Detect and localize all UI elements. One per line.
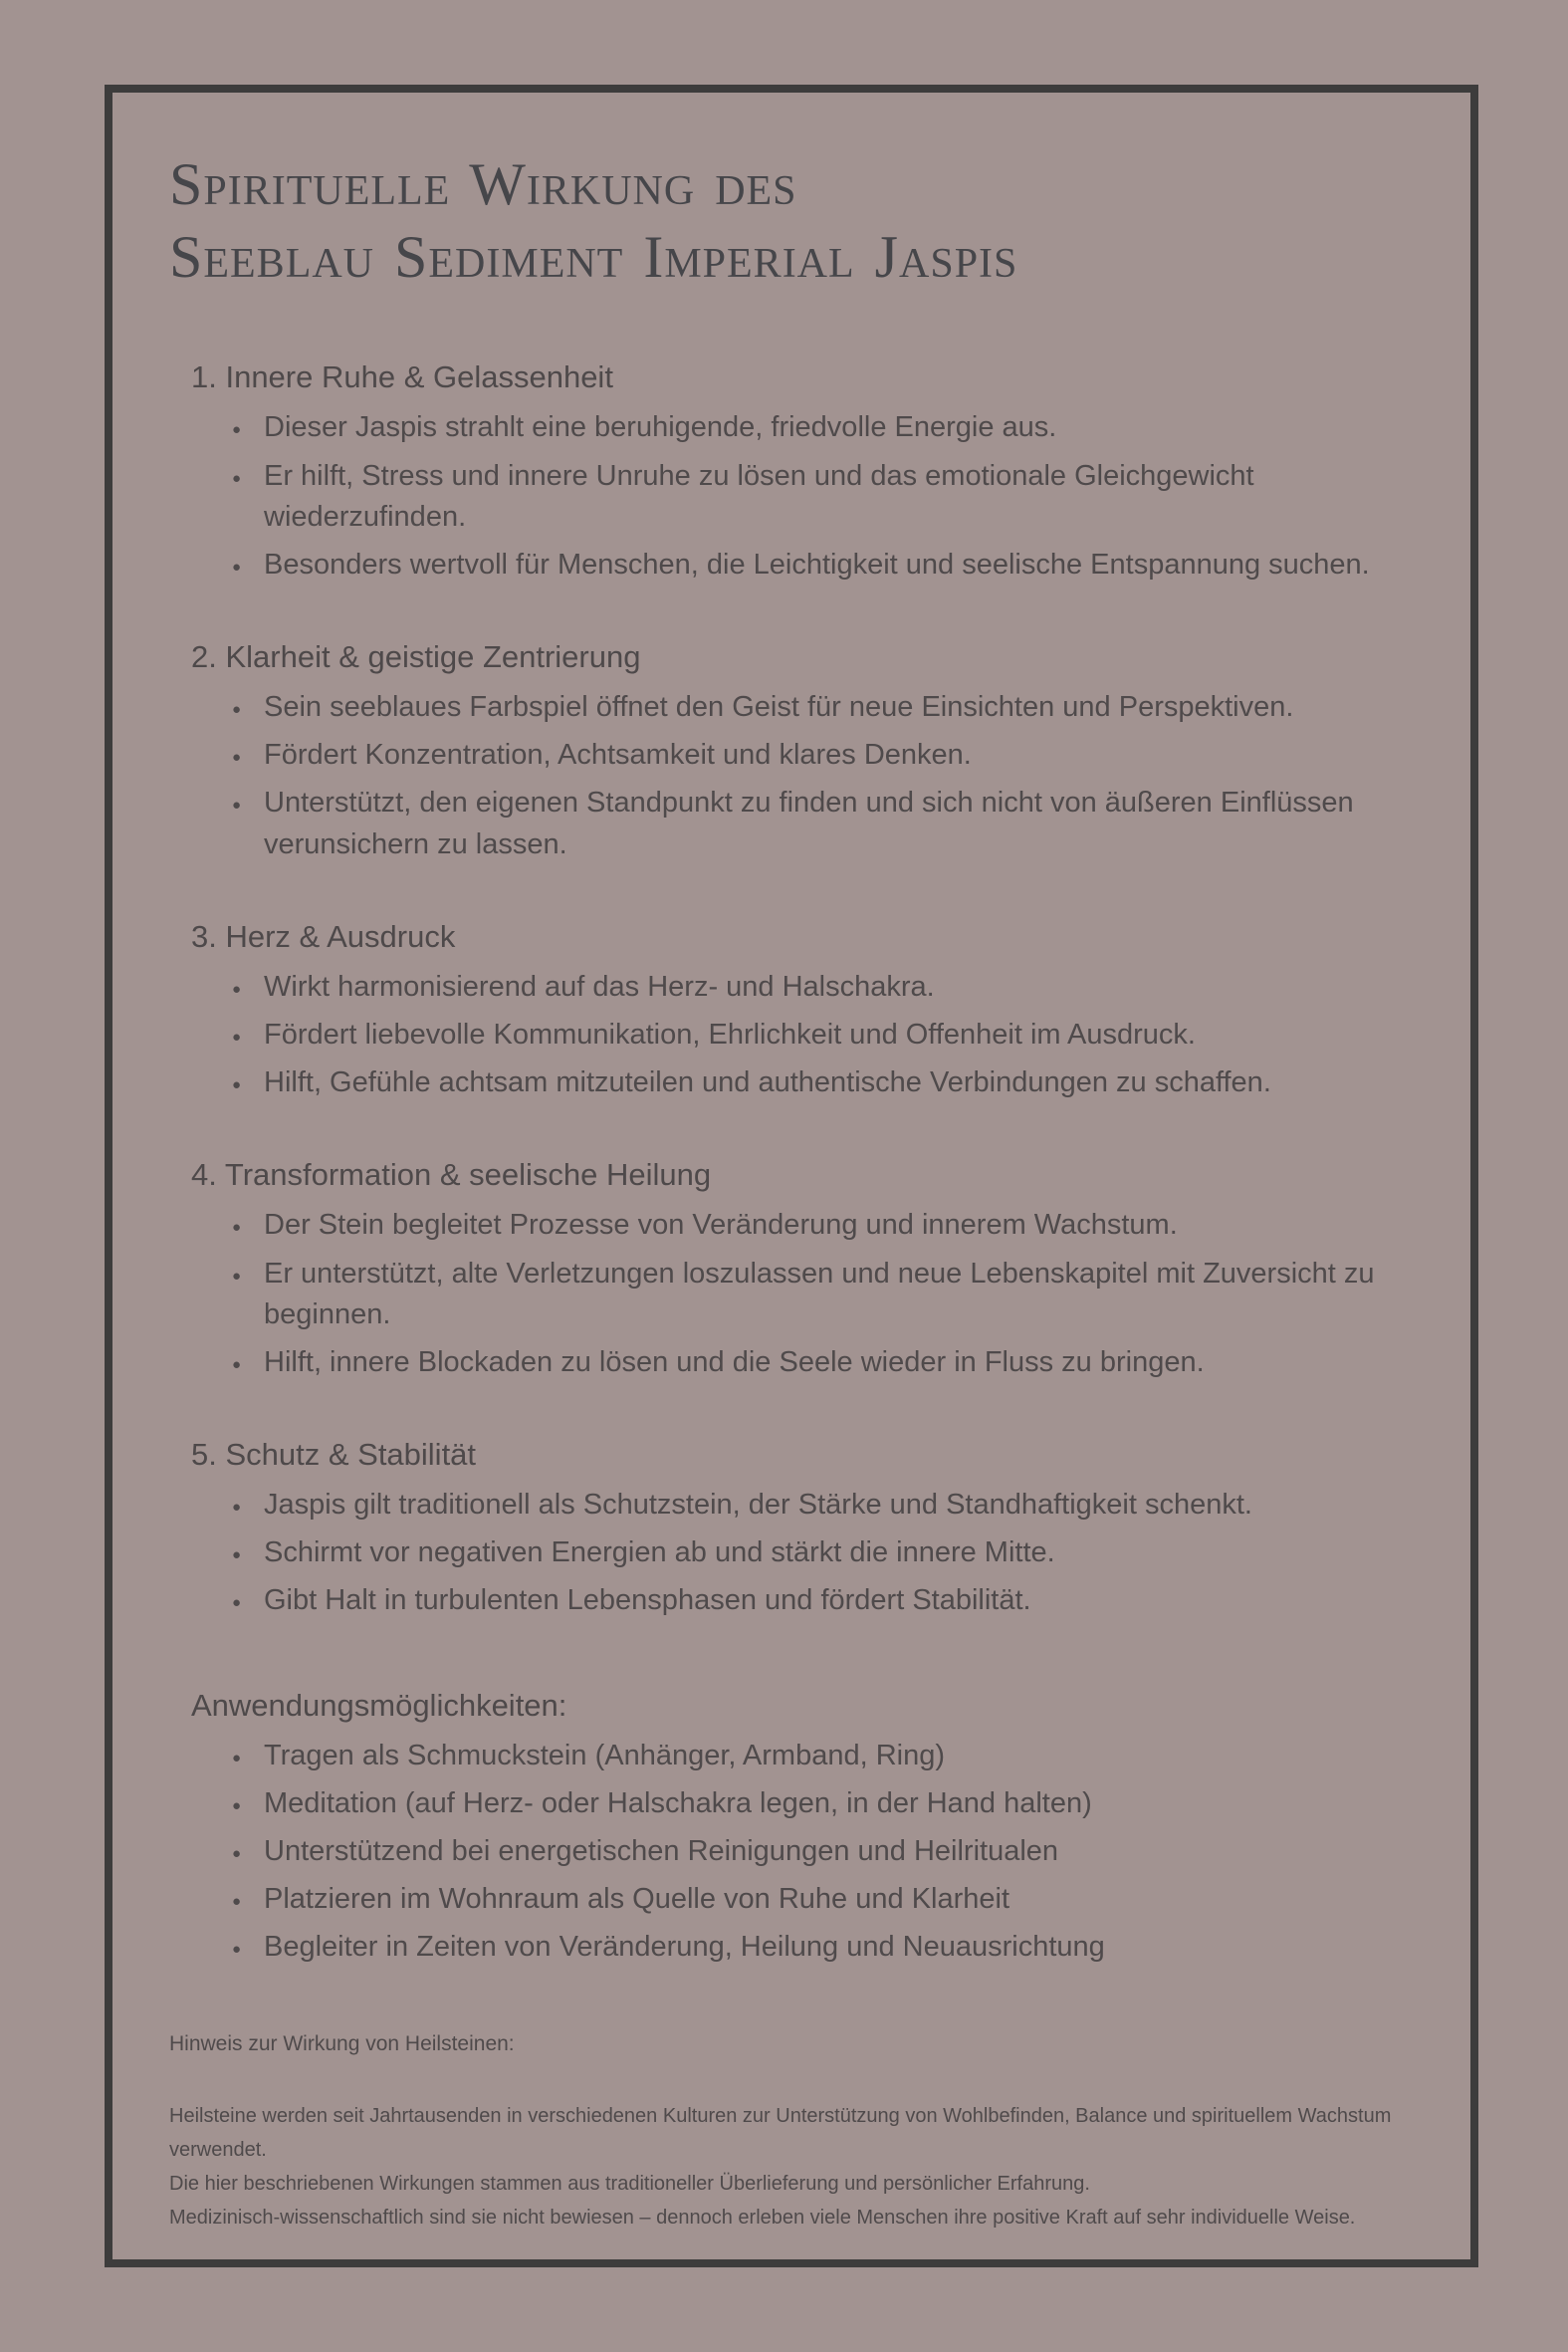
disclaimer-line: Die hier beschriebenen Wirkungen stammen aus traditioneller Überlieferung und persönlicher Erfahrung. [169,2172,1090,2195]
section-herz-ausdruck [169,915,1445,1104]
bullet-item: ● Schirmt vor negativen Energien ab und stärkt die innere Mitte. [231,1532,1445,1573]
section-bullet-list [169,1485,1445,1622]
bullet-item: ● Fördert liebevolle Kommunikation, Ehrlichkeit und Offenheit im Ausdruck. [231,1015,1445,1056]
section-transformation [169,1153,1445,1383]
page-title [169,148,1445,294]
disclaimer-line: Medizinisch-wissenschaftlich sind sie nicht bewiesen – dennoch erleben viele Menschen ihre positive Kraft auf sehr individuelle Weise. [169,2206,1356,2229]
bullet-item: ● Hilft, innere Blockaden zu lösen und die Seele wieder in Fluss zu bringen. [231,1342,1445,1383]
bullet-item: ● Hilft, Gefühle achtsam mitzuteilen und authentische Verbindungen zu schaffen. [231,1062,1445,1103]
bullet-item: ● Sein seeblaues Farbspiel öffnet den Geist für neue Einsichten und Perspektiven. [231,687,1445,728]
bullet-item: ● Besonders wertvoll für Menschen, die Leichtigkeit und seelische Entspannung suchen. [231,545,1445,586]
bullet-item: ● Begleiter in Zeiten von Veränderung, Heilung und Neuausrichtung [231,1927,1445,1968]
bullet-item: ● Unterstützend bei energetischen Reinigungen und Heilritualen [231,1831,1445,1872]
disclaimer-heading: Hinweis zur Wirkung von Heilsteinen: [169,2032,515,2056]
bullet-item: ● Gibt Halt in turbulenten Lebensphasen und fördert Stabilität. [231,1580,1445,1621]
bullet-item: ● Meditation (auf Herz- oder Halschakra legen, in der Hand halten) [231,1783,1445,1824]
section-heading: 2. Klarheit & geistige Zentrierung [191,639,641,675]
bullet-item: ● Er hilft, Stress und innere Unruhe zu lösen und das emotionale Gleichgewicht wiederzufinden. [231,456,1445,538]
disclaimer-line: Heilsteine werden seit Jahrtausenden in verschiedenen Kulturen zur Unterstützung von Wohlbefinden, Balance und spirituellem Wachstum verwendet. [169,2104,1392,2161]
bullet-item: ● Jaspis gilt traditionell als Schutzstein, der Stärke und Standhaftigkeit schenkt. [231,1485,1445,1526]
bullet-item: ● Dieser Jaspis strahlt eine beruhigende, friedvolle Energie aus. [231,407,1445,448]
bullet-item: ● Fördert Konzentration, Achtsamkeit und klares Denken. [231,735,1445,776]
section-bullet-list [169,407,1445,586]
section-bullet-list [169,967,1445,1104]
section-heading: 3. Herz & Ausdruck [191,918,456,954]
bullet-item: ● Tragen als Schmuckstein (Anhänger, Armband, Ring) [231,1736,1445,1776]
section-bullet-list [169,687,1445,865]
bullet-item: ● Er unterstützt, alte Verletzungen loszulassen und neue Lebenskapitel mit Zuversicht zu beginnen. [231,1254,1445,1335]
section-klarheit [169,635,1445,865]
section-bullet-list [169,1205,1445,1383]
section-heading: 1. Innere Ruhe & Gelassenheit [191,359,613,395]
section-heading: 4. Transformation & seelische Heilung [191,1157,712,1193]
page-border-frame [105,85,1478,2267]
bullet-item: ● Wirkt harmonisierend auf das Herz- und Halschakra. [231,967,1445,1008]
page-title-line1: Spirituelle Wirkung des [169,151,797,217]
bullet-item: ● Platzieren im Wohnraum als Quelle von Ruhe und Klarheit [231,1879,1445,1920]
section-heading: 5. Schutz & Stabilität [191,1437,477,1473]
bullet-item: ● Unterstützt, den eigenen Standpunkt zu finden und sich nicht von äußeren Einflüssen verunsichern zu lassen. [231,783,1445,864]
usage-heading: Anwendungsmöglichkeiten: [191,1687,567,1723]
bullet-item: ● Der Stein begleitet Prozesse von Veränderung und innerem Wachstum. [231,1205,1445,1246]
usage-bullet-list [169,1736,1445,1969]
section-anwendungsmoeglichkeiten [169,1684,1445,1969]
section-innere-ruhe [169,355,1445,586]
disclaimer-block [169,2029,1445,2234]
section-schutz-stabilitaet [169,1433,1445,1622]
page-title-line2: Seeblau Sediment Imperial Jaspis [169,224,1018,291]
page-content [112,93,1470,2234]
